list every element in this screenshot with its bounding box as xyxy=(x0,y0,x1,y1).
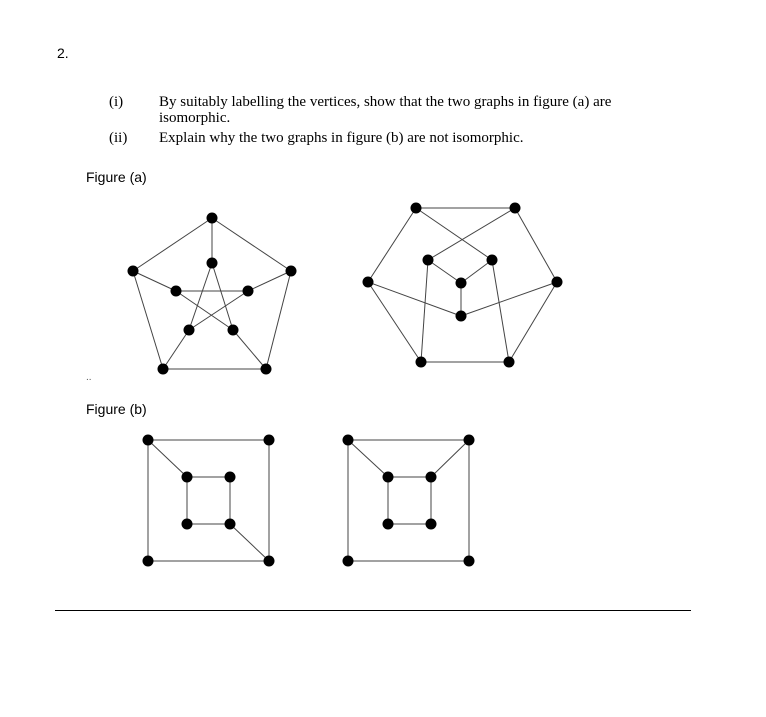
graph-vertex xyxy=(426,472,437,483)
graph-b-right xyxy=(343,435,475,567)
graph-edge xyxy=(133,271,163,369)
graph-a-left xyxy=(128,213,297,375)
graph-edge xyxy=(248,271,291,291)
graph-edge xyxy=(421,260,428,362)
graph-b-left-edges xyxy=(148,440,269,561)
graph-edge xyxy=(348,440,388,477)
graph-edge xyxy=(233,330,266,369)
graph-edge xyxy=(368,208,416,282)
graph-edge xyxy=(266,271,291,369)
graph-vertex xyxy=(143,556,154,567)
graph-vertex xyxy=(143,435,154,446)
graph-edge xyxy=(368,282,461,316)
graph-vertex xyxy=(264,435,275,446)
graph-edge xyxy=(189,263,212,330)
graph-vertex xyxy=(225,519,236,530)
graph-edge xyxy=(428,208,515,260)
graph-edge xyxy=(515,208,557,282)
graph-edge xyxy=(431,440,469,477)
graph-vertex xyxy=(225,472,236,483)
graph-b-left-vertices xyxy=(143,435,275,567)
graph-edge xyxy=(368,282,421,362)
graph-vertex xyxy=(411,203,422,214)
graph-a-right xyxy=(363,203,563,368)
graph-vertex xyxy=(243,286,254,297)
graph-vertex xyxy=(207,258,218,269)
graph-vertex xyxy=(343,435,354,446)
graph-vertex xyxy=(510,203,521,214)
graph-edge xyxy=(148,440,187,477)
graph-edge xyxy=(133,218,212,271)
graph-vertex xyxy=(383,519,394,530)
graph-b-right-edges xyxy=(348,440,469,561)
graph-edge xyxy=(416,208,492,260)
graph-vertex xyxy=(158,364,169,375)
graph-vertex xyxy=(464,556,475,567)
question-number: 2. xyxy=(57,45,69,61)
graph-vertex xyxy=(261,364,272,375)
graph-vertex xyxy=(487,255,498,266)
graph-edge xyxy=(461,260,492,283)
graph-edge xyxy=(428,260,461,283)
graph-vertex xyxy=(383,472,394,483)
graph-edge xyxy=(230,524,269,561)
graph-vertex xyxy=(286,266,297,277)
graph-vertex xyxy=(228,325,239,336)
graph-edge xyxy=(176,291,233,330)
graph-edge xyxy=(163,330,189,369)
graph-vertex xyxy=(456,278,467,289)
graph-vertex xyxy=(456,311,467,322)
part-ii-label: (ii) xyxy=(109,130,128,146)
graph-edge xyxy=(212,263,233,330)
graph-vertex xyxy=(552,277,563,288)
graph-vertex xyxy=(426,519,437,530)
graph-vertex xyxy=(423,255,434,266)
graph-edge xyxy=(212,218,291,271)
graph-b-left xyxy=(143,435,275,567)
graph-a-right-vertices xyxy=(363,203,563,368)
graph-a-left-edges xyxy=(133,218,291,369)
graph-vertex xyxy=(171,286,182,297)
graph-edge xyxy=(492,260,509,362)
graph-vertex xyxy=(182,519,193,530)
bottom-divider xyxy=(55,610,691,611)
stray-mark: .. xyxy=(86,372,92,383)
graph-edge xyxy=(461,282,557,316)
graph-vertex xyxy=(264,556,275,567)
graph-edge xyxy=(148,440,269,561)
graph-vertex xyxy=(504,357,515,368)
part-ii-text: Explain why the two graphs in figure (b) are not isomorphic. xyxy=(159,130,524,146)
graph-edge xyxy=(509,282,557,362)
graph-vertex xyxy=(207,213,218,224)
part-i-text: By suitably labelling the vertices, show that the two graphs in figure (a) are isomorphic. xyxy=(159,94,612,126)
graph-vertex xyxy=(184,325,195,336)
graph-vertex xyxy=(363,277,374,288)
figure-a-label: Figure (a) xyxy=(86,169,147,185)
graph-edge xyxy=(189,291,248,330)
graph-vertex xyxy=(464,435,475,446)
figure-b-label: Figure (b) xyxy=(86,401,147,417)
graph-vertex xyxy=(416,357,427,368)
graph-edge xyxy=(187,477,230,524)
graph-edge xyxy=(388,477,431,524)
part-i-label: (i) xyxy=(109,94,124,110)
graph-vertex xyxy=(343,556,354,567)
graph-vertex xyxy=(182,472,193,483)
graph-edge xyxy=(133,271,176,291)
graph-vertex xyxy=(128,266,139,277)
